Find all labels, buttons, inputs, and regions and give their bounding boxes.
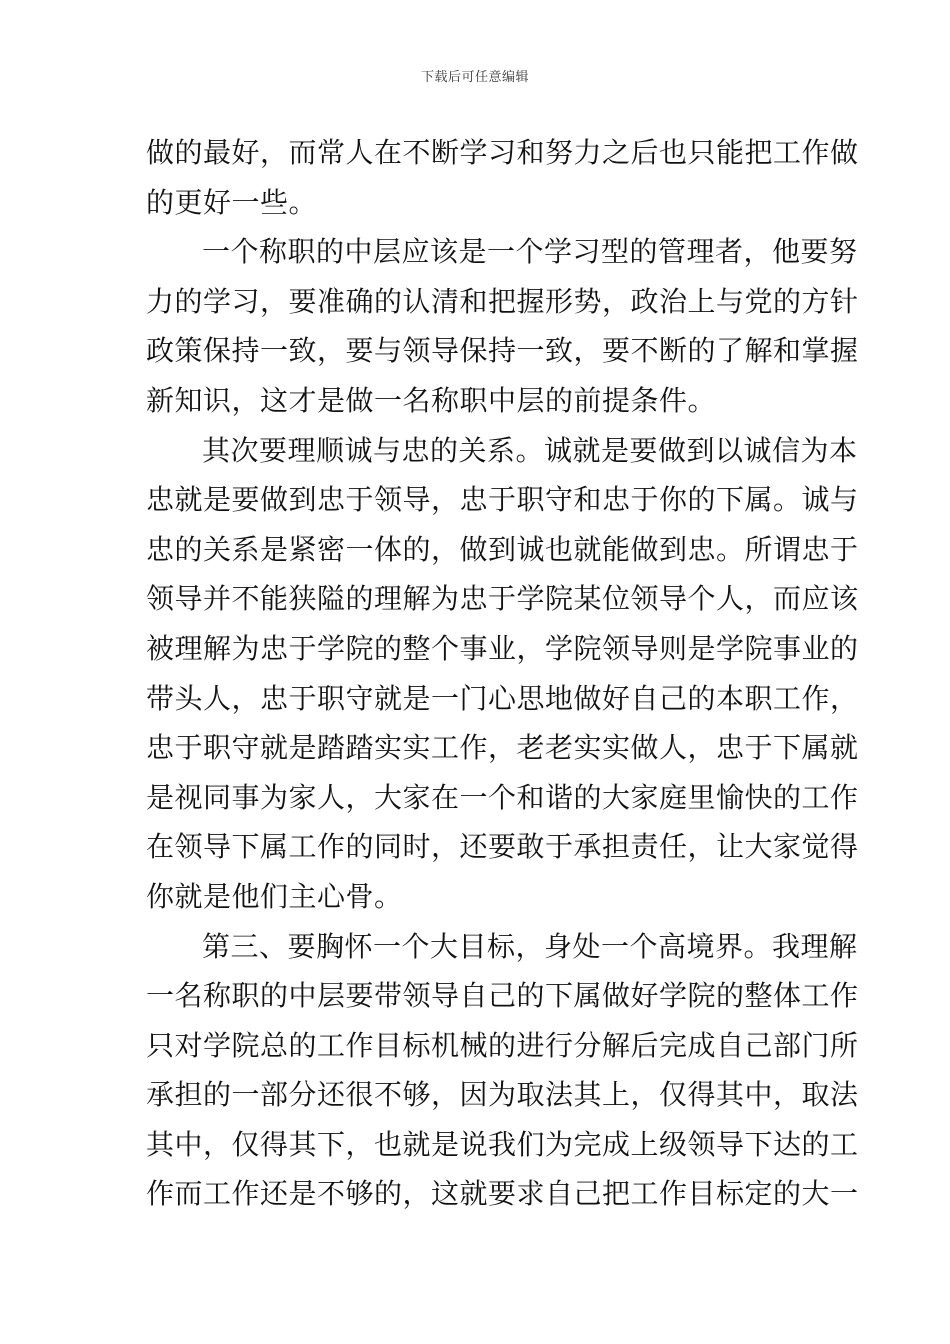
text-line: 的更好一些。 [146,185,318,219]
text-line: 其次要理顺诚与忠的关系。诚就是要做到以诚信为本 [202,433,858,467]
text-line: 一个称职的中层应该是一个学习型的管理者，他要努 [202,235,858,269]
text-line: 忠就是要做到忠于领导，忠于职守和忠于你的下属。诚与 [146,483,859,517]
text-line: 是视同事为家人，大家在一个和谐的大家庭里愉快的工作 [146,780,859,814]
text-line: 一名称职的中层要带领导自己的下属做好学院的整体工作 [146,979,859,1013]
text-line: 第三、要胸怀一个大目标，身处一个高境界。我理解 [202,929,858,963]
text-line: 领导并不能狭隘的理解为忠于学院某位领导个人，而应该 [146,582,859,616]
body-text [146,128,859,1219]
text-line: 其中，仅得其下，也就是说我们为完成上级领导下达的工 [146,1127,859,1161]
text-line: 带头人，忠于职守就是一门心思地做好自己的本职工作， [146,681,859,715]
text-line: 新知识，这才是做一名称职中层的前提条件。 [146,383,717,417]
text-line: 忠于职守就是踏踏实实工作，老老实实做人，忠于下属就 [146,731,859,765]
text-line: 在领导下属工作的同时，还要敢于承担责任，让大家觉得 [146,830,859,864]
text-line: 被理解为忠于学院的整个事业，学院领导则是学院事业的 [146,631,859,665]
header-note: 下载后可任意编辑 [420,70,529,85]
text-line: 做的最好，而常人在不断学习和努力之后也只能把工作做 [146,136,859,169]
text-line: 忠的关系是紧密一体的，做到诚也就能做到忠。所谓忠于 [146,532,859,566]
text-line: 你就是他们主心骨。 [146,879,403,913]
text-line: 政策保持一致，要与领导保持一致，要不断的了解和掌握 [146,334,859,368]
text-line: 承担的一部分还很不够，因为取法其上，仅得其中，取法 [146,1078,859,1112]
text-line: 作而工作还是不够的，这就要求自己把工作目标定的大一 [146,1177,859,1211]
text-line: 只对学院总的工作目标机械的进行分解后完成自己部门所 [146,1028,859,1062]
text-line: 力的学习，要准确的认清和把握形势，政治上与党的方针 [146,284,859,318]
